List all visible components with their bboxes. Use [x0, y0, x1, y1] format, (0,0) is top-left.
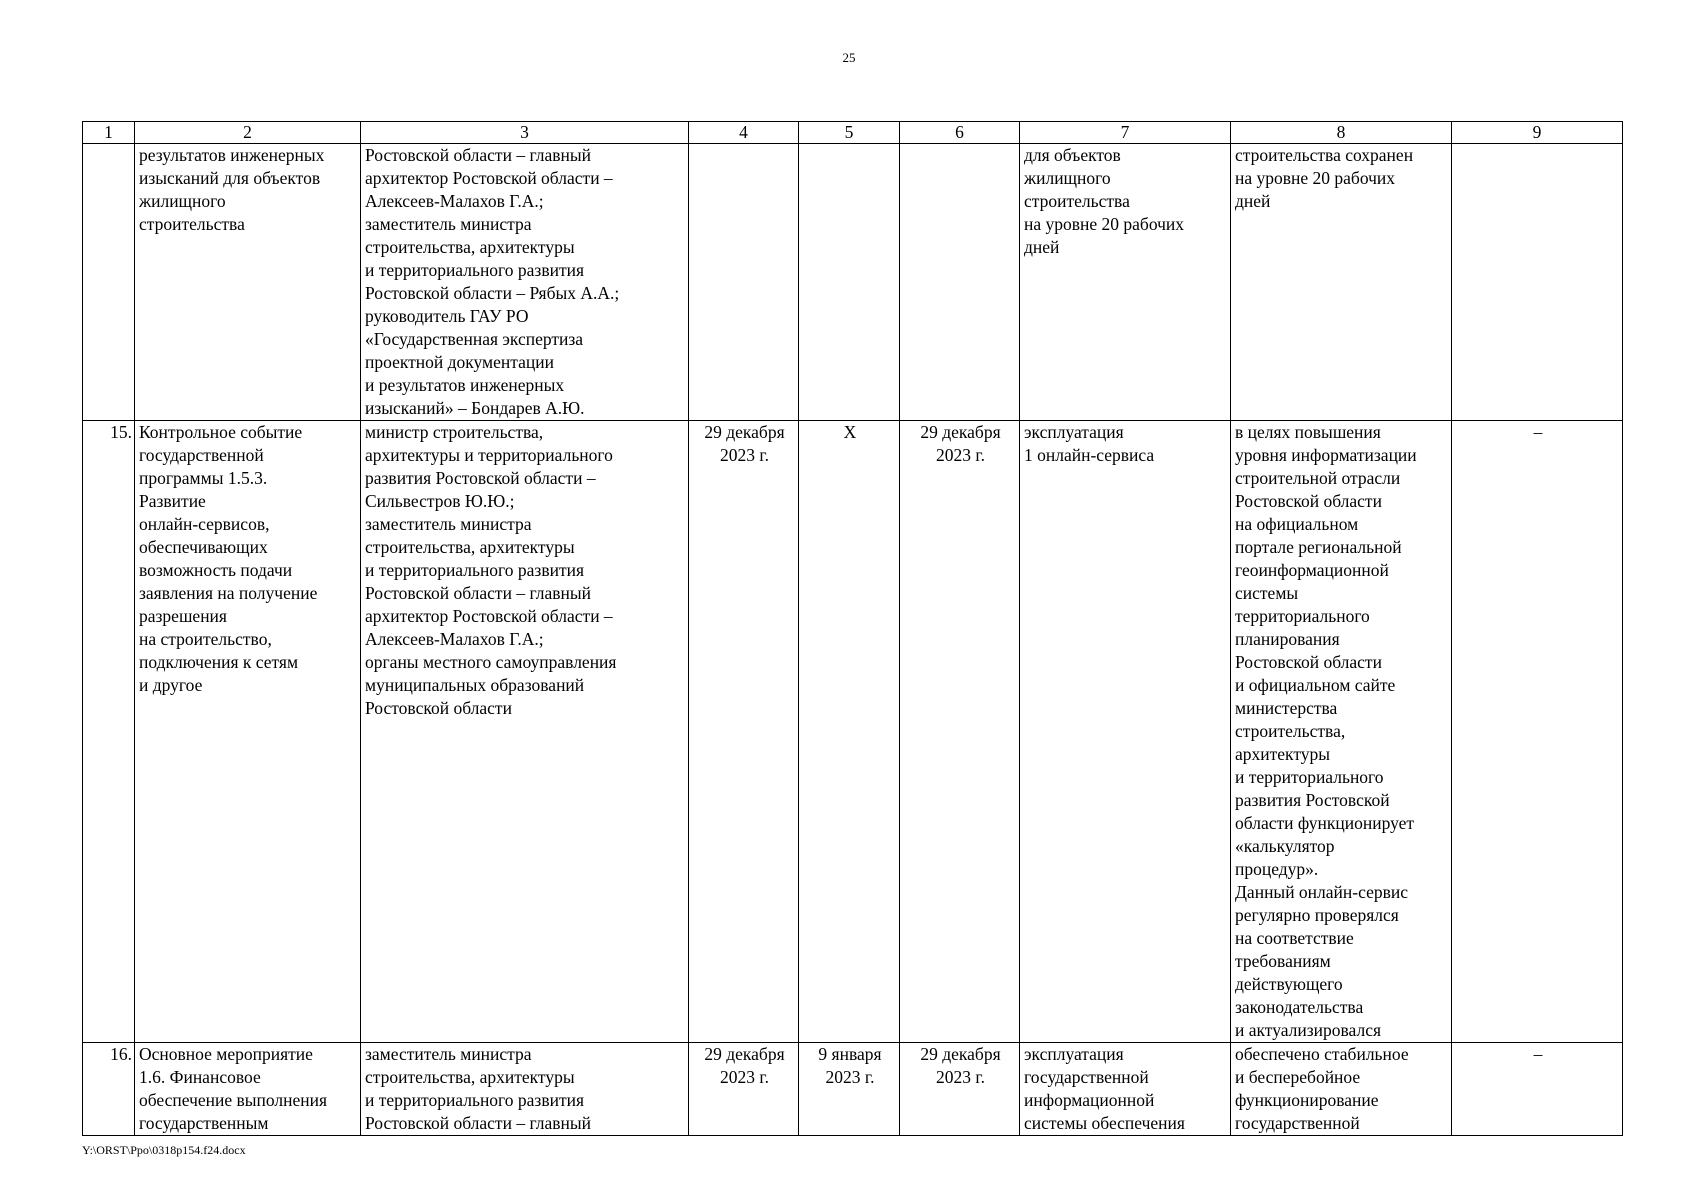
event-name-cell: Контрольное событие государственной программы 1.5.3. Развитие онлайн-сервисов, обеспечивающих возможность подачи заявления на получение разрешения на строительство, подключения к сетям и другое: [135, 421, 361, 1043]
file-path-footer: Y:\ORST\Ppo\0318p154.f24.docx: [82, 1143, 246, 1157]
table-row: [83, 421, 1623, 1043]
end-date-cell: 29 декабря 2023 г.: [900, 421, 1020, 1043]
table-row: [83, 144, 1623, 421]
page-number: 25: [842, 50, 856, 65]
start-date-cell: Х: [799, 421, 900, 1043]
column-header: 9: [1452, 122, 1623, 144]
end-date-cell: [900, 144, 1020, 421]
column-header: 5: [799, 122, 900, 144]
event-name-cell: результатов инженерных изысканий для объектов жилищного строительства: [135, 144, 361, 421]
responsible-cell: Ростовской области – главный архитектор Ростовской области – Алексеев-Малахов Г.А.; заместитель министра строительства, архитектуры и территориального развития Ростовской области – Рябых А.А.; руководитель ГАУ РО «Государственная экспертиза проектной документации и результатов инженерных изысканий» – Бондарев А.Ю.: [361, 144, 689, 421]
column-header: 2: [135, 122, 361, 144]
end-date-cell: 29 декабря 2023 г.: [900, 1043, 1020, 1136]
start-date-cell: 9 января 2023 г.: [799, 1043, 900, 1136]
actual-result-cell: строительства сохранен на уровне 20 рабочих дней: [1231, 144, 1452, 421]
event-name-cell: Основное мероприятие 1.6. Финансовое обеспечение выполнения государственным: [135, 1043, 361, 1136]
planned-result-cell: для объектов жилищного строительства на уровне 20 рабочих дней: [1020, 144, 1231, 421]
column-header: 4: [689, 122, 799, 144]
table-row: [83, 1043, 1623, 1136]
planned-result-cell: эксплуатация государственной информационной системы обеспечения: [1020, 1043, 1231, 1136]
events-table: [82, 121, 1623, 1136]
planned-result-cell: эксплуатация 1 онлайн-сервиса: [1020, 421, 1231, 1043]
row-number-cell: 16.: [83, 1043, 135, 1136]
responsible-cell: заместитель министра строительства, архитектуры и территориального развития Ростовской области – главный: [361, 1043, 689, 1136]
column-header: 8: [1231, 122, 1452, 144]
actual-result-cell: обеспечено стабильное и бесперебойное функционирование государственной: [1231, 1043, 1452, 1136]
column-header: 1: [83, 122, 135, 144]
reason-cell: [1452, 144, 1623, 421]
planned-date-cell: [689, 144, 799, 421]
column-header: 7: [1020, 122, 1231, 144]
start-date-cell: [799, 144, 900, 421]
planned-date-cell: 29 декабря 2023 г.: [689, 1043, 799, 1136]
column-header: 3: [361, 122, 689, 144]
column-header: 6: [900, 122, 1020, 144]
row-number-cell: 15.: [83, 421, 135, 1043]
actual-result-cell: в целях повышения уровня информатизации строительной отрасли Ростовской области на официальном портале региональной геоинформационной системы территориального планирования Ростовской области и официальном сайте министерства строительства, архитектуры и территориального развития Ростовской области функционирует «калькулятор процедур». Данный онлайн-сервис регулярно проверялся на соответствие требованиям действующего законодательства и актуализировался: [1231, 421, 1452, 1043]
reason-cell: –: [1452, 421, 1623, 1043]
planned-date-cell: 29 декабря 2023 г.: [689, 421, 799, 1043]
column-number-row: [83, 122, 1623, 144]
responsible-cell: министр строительства, архитектуры и территориального развития Ростовской области – Сильвестров Ю.Ю.; заместитель министра строительства, архитектуры и территориального развития Ростовской области – главный архитектор Ростовской области – Алексеев-Малахов Г.А.; органы местного самоуправления муниципальных образований Ростовской области: [361, 421, 689, 1043]
reason-cell: –: [1452, 1043, 1623, 1136]
row-number-cell: [83, 144, 135, 421]
